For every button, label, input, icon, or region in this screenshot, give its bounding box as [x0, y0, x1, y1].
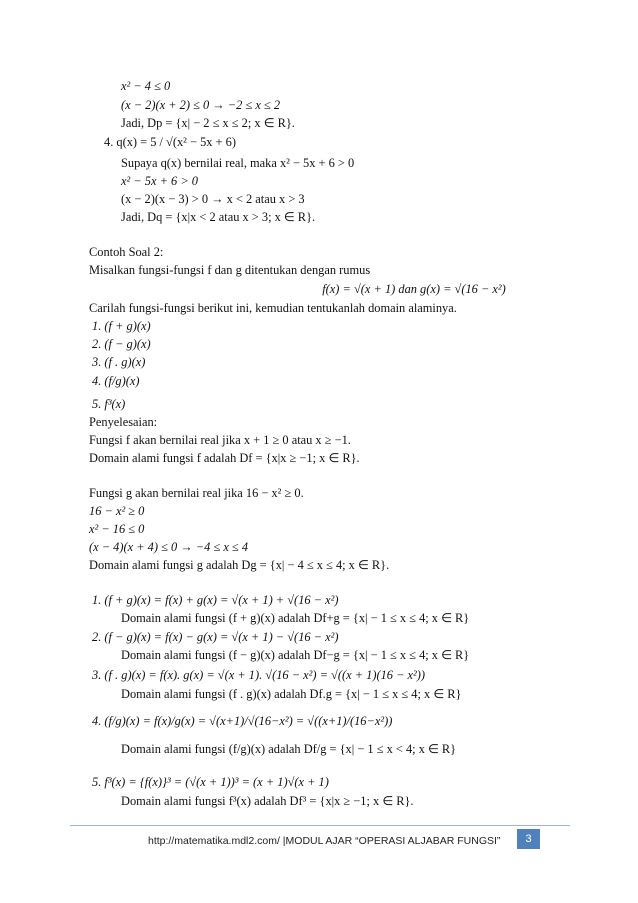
line-3: Jadi, Dp = {x| − 2 ≤ x ≤ 2; x ∈ R}.	[121, 116, 295, 130]
question-5: 5. f³(x)	[92, 397, 126, 411]
answer-3: 3. (f . g)(x) = f(x). g(x) = √(x + 1). √(16 − x²) = √((x + 1)(16 − x²))	[92, 668, 426, 682]
function-definition: f(x) = √(x + 1) dan g(x) = √(16 − x²)	[322, 282, 506, 296]
solution-heading: Penyelesaian:	[89, 415, 158, 429]
answer-3-domain: Domain alami fungsi (f . g)(x) adalah Df.g = {x| − 1 ≤ x ≤ 4; x ∈ R}	[121, 687, 462, 701]
line-5: Supaya q(x) bernilai real, maka x² − 5x + 6 > 0	[121, 156, 355, 170]
line-25: Domain alami fungsi g adalah Dg = {x| − 4 ≤ x ≤ 4; x ∈ R}.	[89, 558, 390, 572]
question-4: 4. (f/g)(x)	[92, 374, 140, 388]
line-8: Jadi, Dq = {x|x < 2 atau x > 3; x ∈ R}.	[121, 210, 316, 224]
answer-4: 4. (f/g)(x) = f(x)/g(x) = √(x+1)/√(16−x²) = √((x+1)/(16−x²))	[92, 714, 393, 728]
line-7: (x − 2)(x − 3) > 0 → x < 2 atau x > 3	[121, 192, 305, 206]
answer-4-domain: Domain alami fungsi (f/g)(x) adalah Df/g = {x| − 1 ≤ x < 4; x ∈ R}	[121, 742, 457, 756]
line-24: (x − 4)(x + 4) ≤ 0 → −4 ≤ x ≤ 4	[89, 540, 249, 554]
section-heading: Contoh Soal 2:	[89, 245, 164, 259]
answer-2: 2. (f − g)(x) = f(x) − g(x) = √(x + 1) − √(16 − x²)	[92, 630, 339, 644]
question-3: 3. (f . g)(x)	[92, 355, 146, 369]
line-4: 4. q(x) = 5 / √(x² − 5x + 6)	[104, 135, 236, 149]
answer-5-domain: Domain alami fungsi f³(x) adalah Df³ = {x|x ≥ −1; x ∈ R}.	[121, 794, 414, 808]
answer-5: 5. f³(x) = {f(x)}³ = (√(x + 1))³ = (x + 1)√(x + 1)	[92, 775, 329, 789]
footer-divider	[70, 825, 570, 826]
line-2: (x − 2)(x + 2) ≤ 0 → −2 ≤ x ≤ 2	[121, 98, 281, 112]
footer-link[interactable]: http://matematika.mdl2.com/ |MODUL AJAR “OPERASI ALJABAR FUNGSI”	[148, 835, 501, 847]
line-20: Domain alami fungsi f adalah Df = {x|x ≥ −1; x ∈ R}.	[89, 451, 360, 465]
line-23: x² − 16 ≤ 0	[89, 522, 145, 536]
question-1: 1. (f + g)(x)	[92, 319, 151, 333]
page-number: 3	[517, 829, 540, 849]
line-10: Misalkan fungsi-fungsi f dan g ditentukan dengan rumus	[89, 263, 371, 277]
line-21: Fungsi g akan bernilai real jika 16 − x² ≥ 0.	[89, 486, 304, 500]
line-12: Carilah fungsi-fungsi berikut ini, kemudian tentukanlah domain alaminya.	[89, 301, 457, 315]
answer-2-domain: Domain alami fungsi (f − g)(x) adalah Df−g = {x| − 1 ≤ x ≤ 4; x ∈ R}	[121, 648, 470, 662]
answer-1-domain: Domain alami fungsi (f + g)(x) adalah Df+g = {x| − 1 ≤ x ≤ 4; x ∈ R}	[121, 611, 470, 625]
line-6: x² − 5x + 6 > 0	[121, 174, 198, 188]
line-1: x² − 4 ≤ 0	[121, 79, 171, 93]
question-2: 2. (f − g)(x)	[92, 337, 151, 351]
answer-1: 1. (f + g)(x) = f(x) + g(x) = √(x + 1) + √(16 − x²)	[92, 593, 339, 607]
line-22: 16 − x² ≥ 0	[89, 504, 145, 518]
line-19: Fungsi f akan bernilai real jika x + 1 ≥ 0 atau x ≥ −1.	[89, 433, 351, 447]
